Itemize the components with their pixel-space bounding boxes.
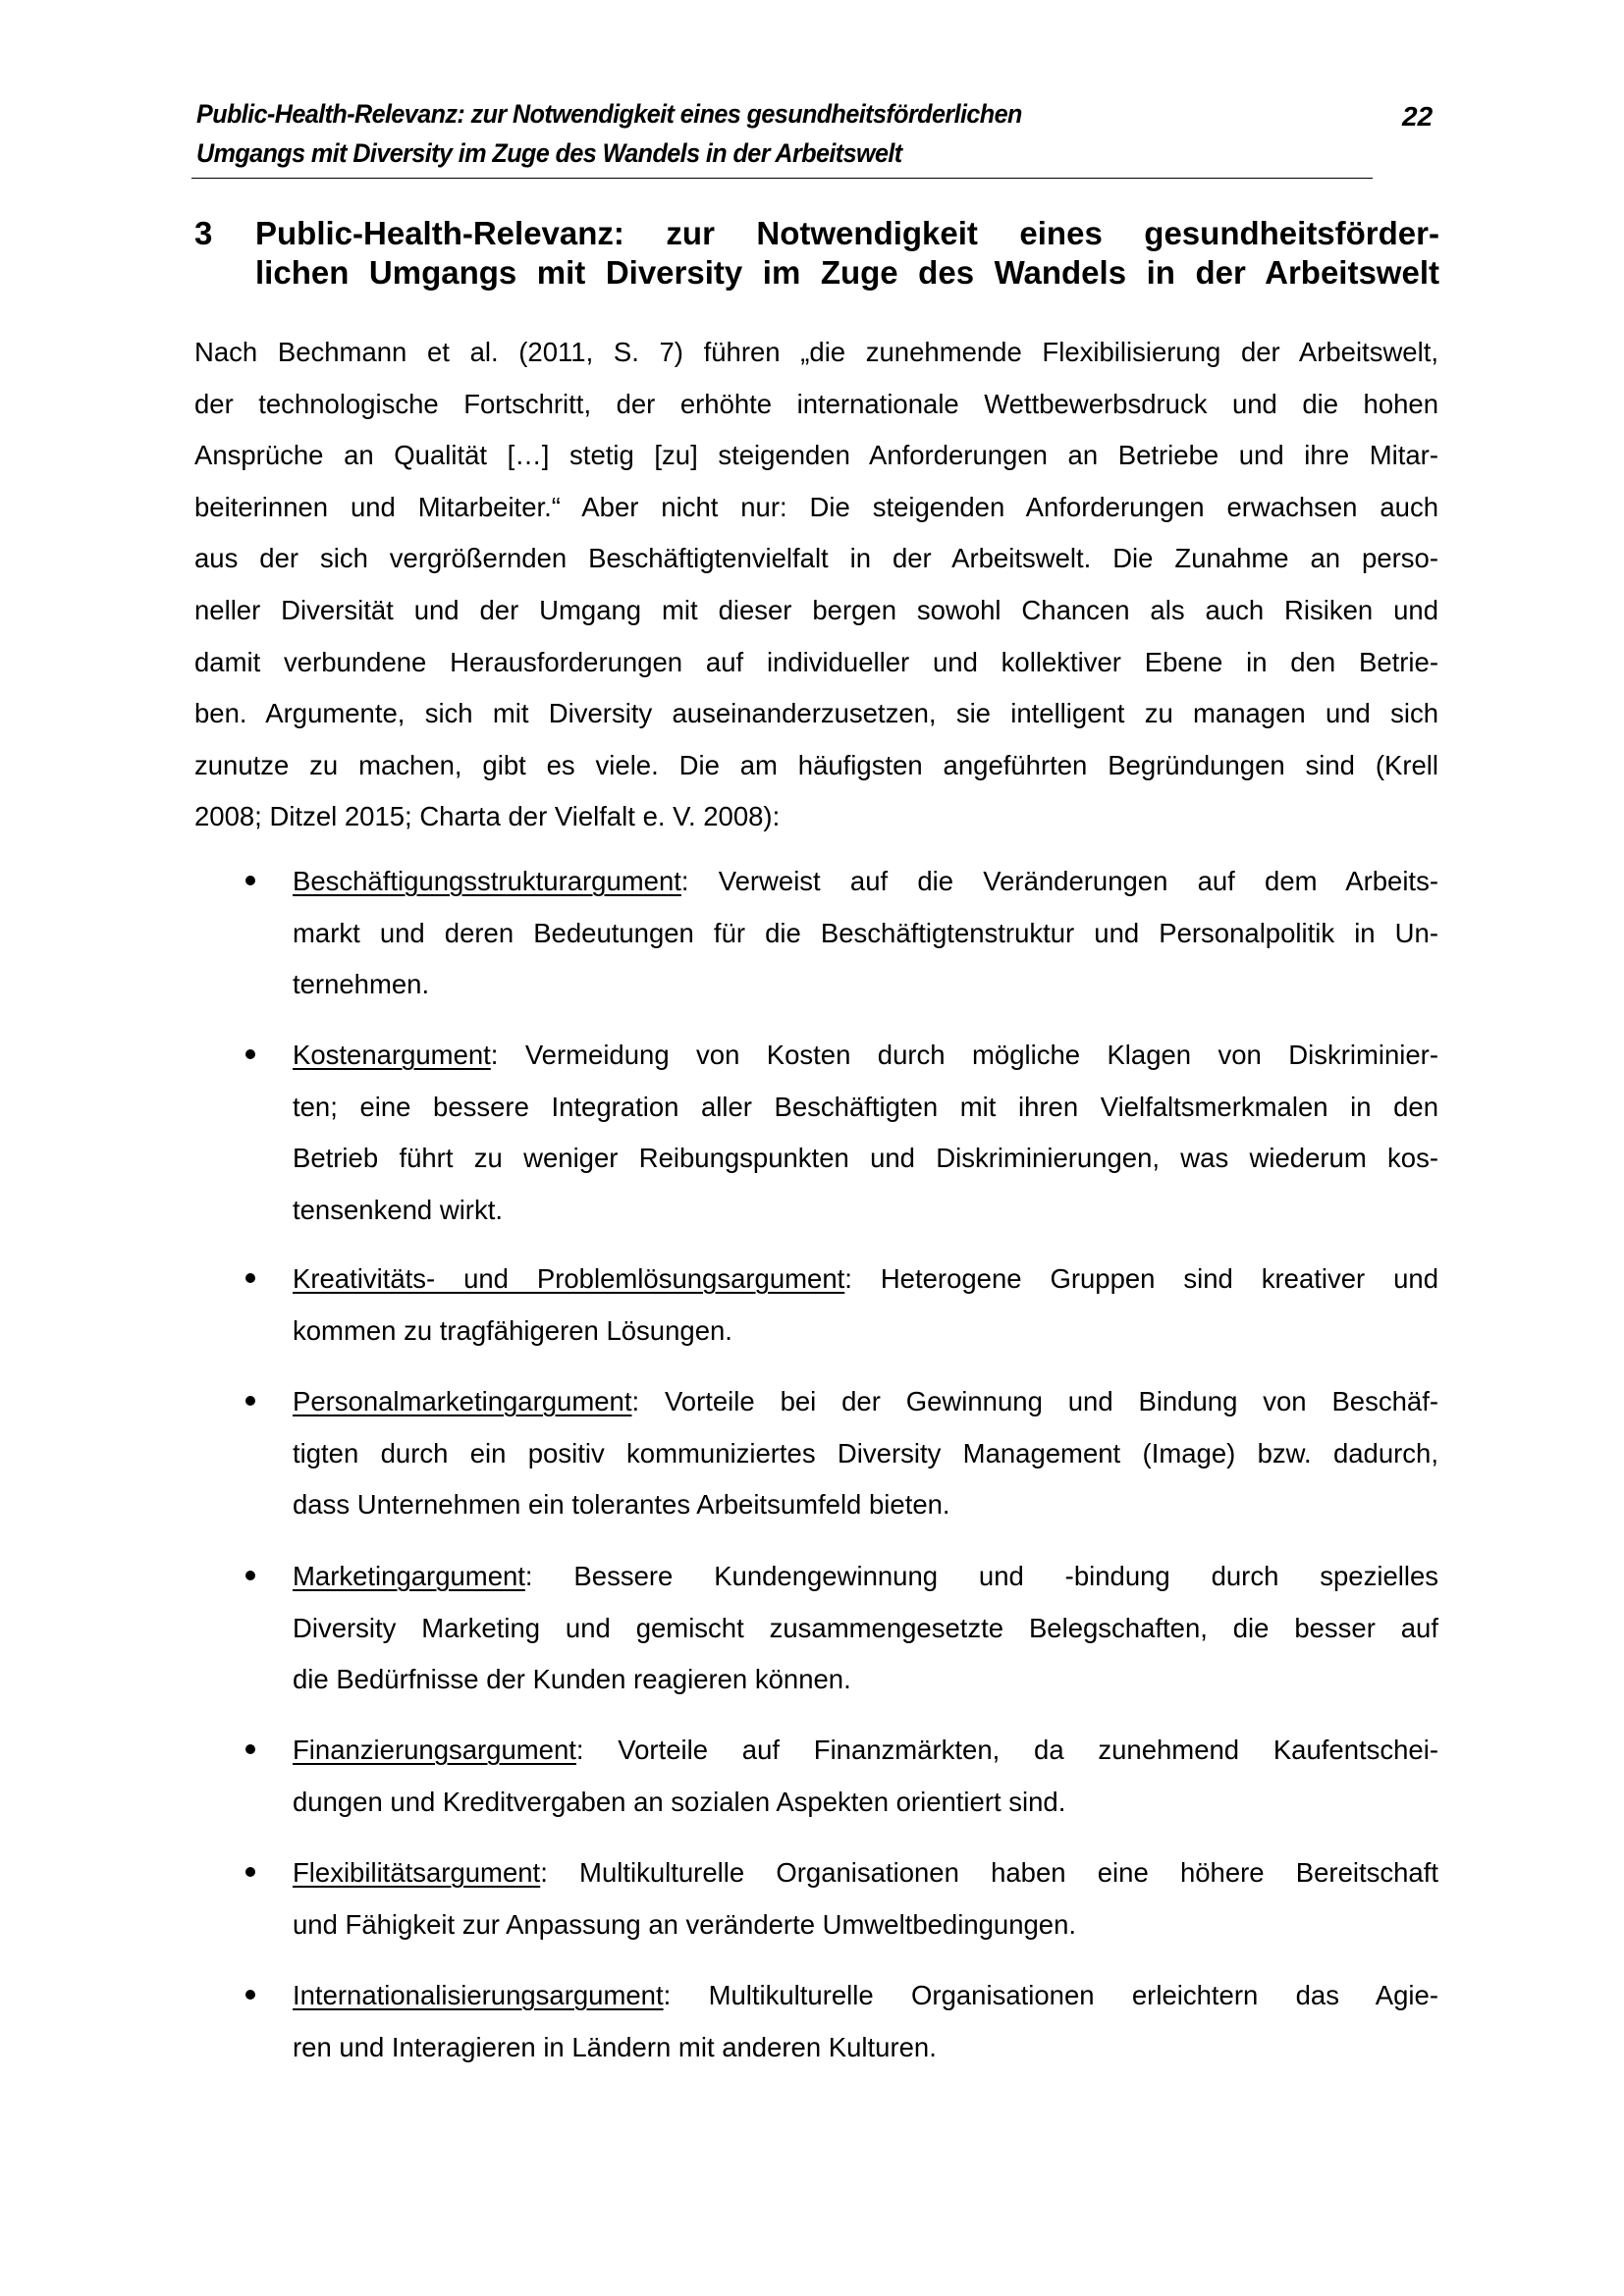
bullet-icon [245,1990,255,2000]
argument-text: dass Unternehmen ein tolerantes Arbeitsumfeld bieten. [293,1489,950,1521]
paragraph-line: neller Diversität und der Umgang mit dieser bergen sowohl Chancen als auch Risiken und [194,594,1438,625]
intro-paragraph [194,327,1438,843]
argument-text: : Multikulturelle Organisationen haben eine höhere Bereitschaft [540,1857,1438,1888]
paragraph-line: Ansprüche an Qualität […] stetig [zu] steigenden Anforderungen an Betriebe und ihre Mitar- [194,440,1438,471]
argument-text: ten; eine bessere Integration aller Beschäftigten mit ihren Vielfaltsmerkmalen in den [293,1091,1438,1122]
bullet-icon [245,1867,255,1877]
bullet-icon [245,876,255,885]
argument-text: : Verweist auf die Veränderungen auf dem Arbeits- [680,866,1438,896]
argument-text: die Bedürfnisse der Kunden reagieren können. [293,1664,851,1695]
chapter-number: 3 [194,215,213,251]
running-header-line-2: Umgangs mit Diversity im Zuge des Wandels in der Arbeitswelt [196,138,902,168]
chapter-title-line-1: Public-Health-Relevanz: zur Notwendigkeit eines gesundheitsförder- [255,215,1439,251]
argument-term: Flexibilitätsargument [293,1857,541,1888]
paragraph-line: Nach Bechmann et al. (2011, S. 7) führen „die zunehmende Flexibilisierung der Arbeitswelt, [194,337,1438,367]
running-header [196,94,1273,173]
argument-text: : Vorteile bei der Gewinnung und Bindung von Beschäf- [631,1386,1438,1416]
paragraph-line: zunutze zu machen, gibt es viele. Die am häufigsten angeführten Begründungen sind (Krell [194,749,1438,780]
argument-term: Beschäftigungsstrukturargument [293,866,681,896]
argument-text: : Vorteile auf Finanzmärkten, da zunehmend Kaufentschei- [575,1735,1438,1765]
argument-text: dungen und Kreditvergaben an sozialen Aspekten orientiert sind. [293,1786,1066,1817]
page-number: 22 [1402,101,1434,132]
argument-term: Kreativitäts- und Problemlösungsargument [293,1263,845,1294]
chapter-title-line-2: lichen Umgangs mit Diversity im Zuge des Wandels in der Arbeitswelt [255,254,1439,291]
bullet-icon [245,1744,255,1754]
argument-text: : Vermeidung von Kosten durch mögliche Klagen von Diskriminier- [490,1040,1438,1070]
running-header-line-1: Public-Health-Relevanz: zur Notwendigkeit eines gesundheitsförderlichen [196,99,1022,129]
argument-text: und Fähigkeit zur Anpassung an veränderte Umweltbedingungen. [293,1908,1077,1940]
header-rule [191,178,1373,179]
argument-text: : Heterogene Gruppen sind kreativer und [844,1263,1438,1294]
bullet-icon [245,1049,255,1059]
paragraph-line: ben. Argumente, sich mit Diversity auseinanderzusetzen, sie intelligent zu managen und sich [194,698,1438,729]
argument-term: Finanzierungsargument [293,1735,576,1765]
argument-term: Internationalisierungsargument [293,1980,664,2010]
paragraph-line: beiterinnen und Mitarbeiter.“ Aber nicht nur: Die steigenden Anforderungen erwachsen auch [194,491,1438,522]
bullet-icon [245,1571,255,1580]
paragraph-line: aus der sich vergrößernden Beschäftigtenvielfalt in der Arbeitswelt. Die Zunahme an perso- [194,543,1438,574]
argument-text: : Bessere Kundengewinnung und -bindung durch spezielles [524,1561,1438,1591]
argument-text: markt und deren Bedeutungen für die Beschäftigtenstruktur und Personalpolitik in Un- [293,917,1438,948]
argument-text: Betrieb führt zu weniger Reibungspunkten und Diskriminierungen, was wiederum kos- [293,1143,1438,1174]
argument-text: tensenkend wirkt. [293,1194,503,1225]
argument-text: ren und Interagieren in Ländern mit anderen Kulturen. [293,2031,937,2062]
argument-term: Marketingargument [293,1561,525,1591]
paragraph-line: damit verbundene Herausforderungen auf individueller und kollektiver Ebene in den Betrie- [194,646,1438,677]
paragraph-line: 2008; Ditzel 2015; Charta der Vielfalt e. V. 2008): [194,801,781,832]
paragraph-line: der technologische Fortschritt, der erhöhte internationale Wettbewerbsdruck und die hohen [194,388,1438,419]
argument-term: Kostenargument [293,1040,491,1070]
argument-text: ternehmen. [293,969,430,1000]
argument-text: : Multikulturelle Organisationen erleichtern das Agie- [663,1980,1438,2010]
argument-text: kommen zu tragfähigeren Lösungen. [293,1314,732,1346]
bullet-icon [245,1273,255,1283]
bullet-icon [245,1396,255,1406]
argument-term: Personalmarketingargument [293,1386,632,1416]
argument-text: tigten durch ein positiv kommuniziertes Diversity Management (Image) bzw. dadurch, [293,1437,1438,1468]
argument-text: Diversity Marketing und gemischt zusammengesetzte Belegschaften, die besser auf [293,1612,1438,1643]
